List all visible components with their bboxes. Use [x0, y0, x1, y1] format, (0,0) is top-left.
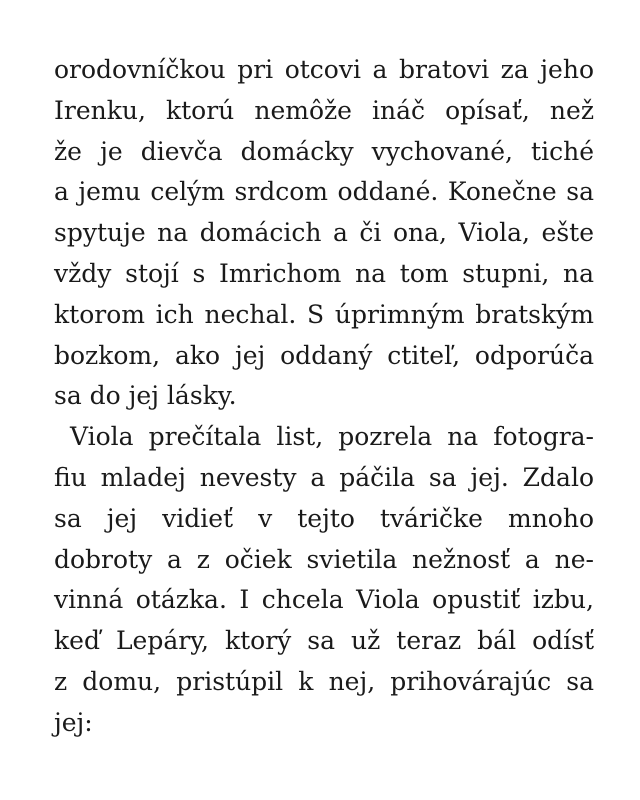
text-line: bozkom, ako jej oddaný ctiteľ, odporúča — [54, 340, 594, 370]
text-line: a jemu celým srdcom oddané. Konečne sa — [54, 177, 594, 207]
text-line: Viola prečítala list, pozrela na fotogra- — [70, 422, 594, 452]
text-line: orodovníčkou pri otcovi a bratovi za jeho — [54, 55, 594, 84]
text-line: keď Lepáry, ktorý sa už teraz bál odísť — [54, 626, 594, 656]
text-line: fiu mladej nevesty a páčila sa jej. Zdalo — [54, 462, 594, 492]
text-line: z domu, pristúpil k nej, prihovárajúc sa — [54, 666, 594, 696]
text-line: vinná otázka. I chcela Viola opustiť izbu, — [54, 585, 594, 615]
paragraph-2 — [54, 417, 594, 743]
text-line: Irenku, ktorú nemôže ináč opísať, než — [54, 95, 594, 125]
text-line: dobroty a z očiek svietila nežnosť a ne- — [54, 544, 594, 574]
text-line: že je dievča domácky vychované, tiché — [54, 136, 594, 166]
text-line: jej: — [54, 707, 93, 737]
text-line: ktorom ich nechal. S úprimným bratským — [54, 299, 594, 329]
text-line: spytuje na domácich a či ona, Viola, ešte — [54, 218, 594, 248]
text-line: sa do jej lásky. — [54, 381, 237, 411]
book-page-text — [54, 50, 594, 744]
paragraph-1 — [54, 50, 594, 417]
text-line: sa jej vidieť v tejto tváričke mnoho — [54, 503, 594, 533]
text-line: vždy stojí s Imrichom na tom stupni, na — [54, 258, 594, 288]
